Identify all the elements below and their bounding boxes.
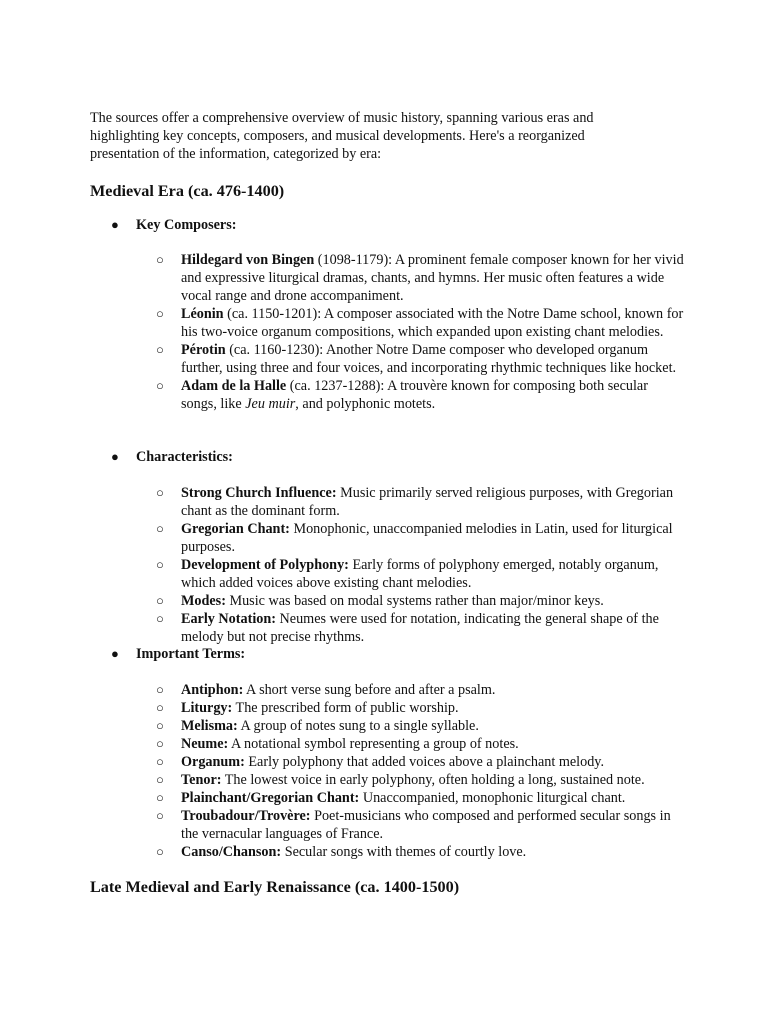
bullet-icon: ● <box>111 217 119 232</box>
characteristic-item <box>156 556 686 592</box>
item-text: Early polyphony that added voices above a plainchant melody. <box>244 754 605 770</box>
term-item <box>156 699 686 717</box>
item-text: A short verse sung before and after a psalm. <box>243 682 496 698</box>
term-item <box>156 717 686 735</box>
term-item <box>156 681 686 699</box>
item-text: A group of notes sung to a single syllable. <box>237 718 479 734</box>
item-text: (ca. 1237-1288): A trouvère known for composing both secular songs, like <box>181 378 648 412</box>
characteristics-list <box>156 484 686 646</box>
bullet-key-composers <box>111 216 236 234</box>
item-text: Music primarily served religious purposes, with Gregorian chant as the dominant form. <box>181 485 674 519</box>
sub-bullet-icon: ○ <box>156 557 164 572</box>
sub-bullet-icon: ○ <box>156 754 164 769</box>
item-term: Neume: <box>181 736 229 752</box>
sub-bullet-icon: ○ <box>156 844 164 859</box>
characteristic-item <box>156 592 686 610</box>
item-term: Organum: <box>181 754 245 770</box>
sub-bullet-icon: ○ <box>156 378 164 393</box>
item-term: Tenor: <box>181 772 222 788</box>
sub-bullet-icon: ○ <box>156 252 164 267</box>
item-text: Secular songs with themes of courtly love. <box>281 844 527 860</box>
sub-bullet-icon: ○ <box>156 611 164 626</box>
sub-bullet-icon: ○ <box>156 718 164 733</box>
intro-paragraph: The sources offer a comprehensive overview of music history, spanning various eras and highlighting key concepts, composers, and musical developments. Here's a reorganized presentation of the information, categorized by era: <box>90 110 594 162</box>
characteristic-item <box>156 520 686 556</box>
composer-item <box>156 251 686 305</box>
bullet-characteristics <box>111 448 233 466</box>
item-term: Liturgy: <box>181 700 233 716</box>
bullet-label: Key Composers: <box>136 217 237 233</box>
sub-bullet-icon: ○ <box>156 700 164 715</box>
item-term: Development of Polyphony: <box>181 557 349 573</box>
sub-bullet-icon: ○ <box>156 736 164 751</box>
characteristic-item <box>156 484 686 520</box>
sub-bullet-icon: ○ <box>156 593 164 608</box>
item-text: A notational symbol representing a group of notes. <box>228 736 519 752</box>
item-term: Troubadour/Trovère: <box>181 808 311 824</box>
item-text: Neumes were used for notation, indicating the general shape of the melody but not precise rhythms. <box>181 611 659 645</box>
section-heading-medieval: Medieval Era (ca. 476-1400) <box>90 182 285 200</box>
characteristic-item <box>156 610 686 646</box>
composer-item <box>156 341 686 377</box>
term-item <box>156 771 686 789</box>
item-text: Unaccompanied, monophonic liturgical chant. <box>359 790 626 806</box>
bullet-important-terms <box>111 645 245 663</box>
item-text: (1098-1179): A prominent female composer known for her vivid and expressive liturgical dramas, chants, and hymns. Her music often features a wide vocal range and drone accompaniment. <box>181 252 684 304</box>
item-text: (ca. 1150-1201): A composer associated with the Notre Dame school, known for his two-voice organum compositions, which expanded upon existing chant melodies. <box>181 306 684 340</box>
item-italic-title: Jeu muir <box>245 396 296 412</box>
sub-bullet-icon: ○ <box>156 790 164 805</box>
item-text: Poet-musicians who composed and performed secular songs in the vernacular languages of France. <box>181 808 671 842</box>
item-term: Antiphon: <box>181 682 244 698</box>
term-item <box>156 753 686 771</box>
item-term: Adam de la Halle <box>181 378 287 394</box>
sub-bullet-icon: ○ <box>156 808 164 823</box>
item-text: Monophonic, unaccompanied melodies in Latin, used for liturgical purposes. <box>181 521 673 555</box>
term-item <box>156 807 686 843</box>
item-term: Gregorian Chant: <box>181 521 290 537</box>
item-text: The lowest voice in early polyphony, often holding a long, sustained note. <box>221 772 645 788</box>
sub-bullet-icon: ○ <box>156 306 164 321</box>
terms-list <box>156 681 686 861</box>
item-text: (ca. 1160-1230): Another Notre Dame composer who developed organum further, using three and four voices, and incorporating rhythmic techniques like hocket. <box>181 342 677 376</box>
sub-bullet-icon: ○ <box>156 772 164 787</box>
item-text: The prescribed form of public worship. <box>232 700 459 716</box>
item-term: Plainchant/Gregorian Chant: <box>181 790 360 806</box>
composer-item <box>156 305 686 341</box>
sub-bullet-icon: ○ <box>156 342 164 357</box>
sub-bullet-icon: ○ <box>156 485 164 500</box>
bullet-label: Important Terms: <box>136 646 246 662</box>
item-term: Léonin <box>181 306 224 322</box>
composer-item <box>156 377 686 413</box>
item-text: Early forms of polyphony emerged, notably organum, which added voices above existing chant melodies. <box>181 557 659 591</box>
item-term: Pérotin <box>181 342 226 358</box>
sub-bullet-icon: ○ <box>156 682 164 697</box>
item-term: Melisma: <box>181 718 238 734</box>
item-term: Canso/Chanson: <box>181 844 282 860</box>
item-term: Strong Church Influence: <box>181 485 337 501</box>
term-item <box>156 789 686 807</box>
item-term: Hildegard von Bingen <box>181 252 315 268</box>
term-item <box>156 735 686 753</box>
term-item <box>156 843 686 861</box>
item-text-tail: , and polyphonic motets. <box>295 396 436 412</box>
item-text: Music was based on modal systems rather than major/minor keys. <box>225 593 604 609</box>
composers-list <box>156 251 686 413</box>
sub-bullet-icon: ○ <box>156 521 164 536</box>
section-heading-late-medieval: Late Medieval and Early Renaissance (ca. 1400-1500) <box>90 878 460 896</box>
item-term: Early Notation: <box>181 611 276 627</box>
bullet-label: Characteristics: <box>136 449 233 465</box>
bullet-icon: ● <box>111 449 119 464</box>
bullet-icon: ● <box>111 646 119 661</box>
item-term: Modes: <box>181 593 226 609</box>
